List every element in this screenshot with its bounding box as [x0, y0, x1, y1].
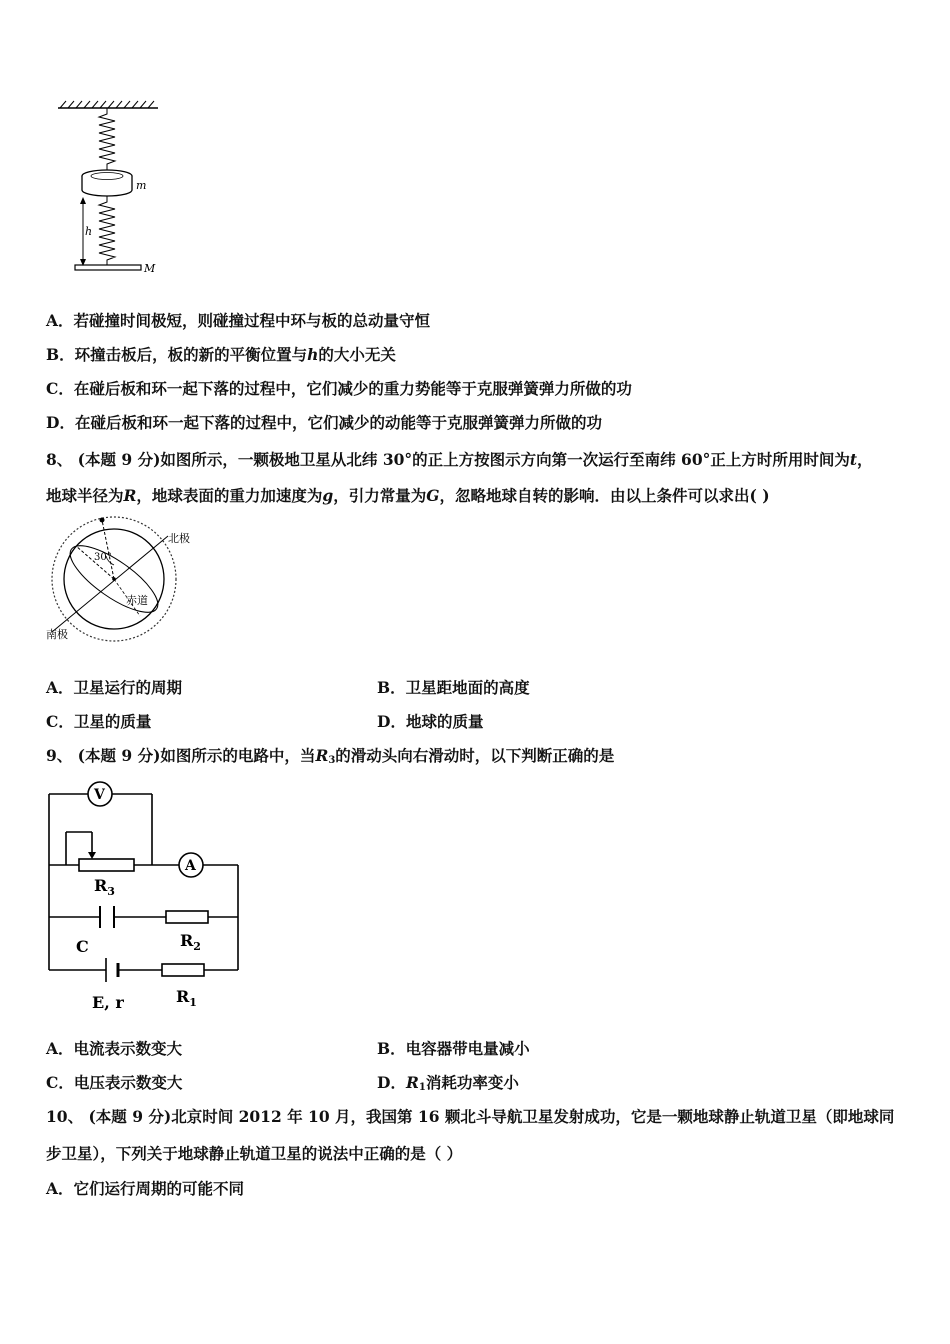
- q8-option-a: A．卫星运行的周期: [46, 678, 183, 697]
- q9-option-d: D．$R_1$消耗功率变小: [377, 1073, 519, 1093]
- spring-ring-plate-figure: [50, 100, 170, 280]
- q7-option-b: B．环撞击板后，板的新的平衡位置与h的大小无关: [46, 345, 396, 364]
- q7-option-c: C．在碰后板和环一起下落的过程中，它们减少的重力势能等于克服弹簧弹力所做的功: [46, 379, 632, 398]
- circuit-figure: [44, 780, 249, 1015]
- label-angle: 30°: [94, 552, 112, 563]
- q10-stem-line2: 步卫星），下列关于地球静止轨道卫星的说法中正确的是（ ）: [46, 1144, 463, 1163]
- q8-option-b: B．卫星距地面的高度: [377, 678, 530, 697]
- q10-option-a: A．它们运行周期的可能不同: [46, 1179, 245, 1198]
- resistor-r3: [79, 859, 134, 871]
- ammeter-label: A: [185, 858, 196, 874]
- label-h: h: [85, 225, 93, 238]
- resistor-r2: [166, 911, 208, 923]
- label-r3: $R_3$: [94, 876, 115, 898]
- satellite-dot: [100, 518, 105, 523]
- label-m: m: [136, 179, 147, 192]
- ring-body: [82, 176, 132, 196]
- lower-spring: [99, 196, 115, 266]
- q8-stem-line1: 8、 (本题 9 分)如图所示，一颗极地卫星从北纬 30°的正上方按图示方向第一次运行至南纬 60°正上方时所用时间为t，: [46, 450, 873, 469]
- q9-option-a: A．电流表示数变大: [46, 1039, 183, 1058]
- q8-option-c: C．卫星的质量: [46, 712, 152, 731]
- q7-option-d: D．在碰后板和环一起下落的过程中，它们减少的动能等于克服弹簧弹力所做的功: [46, 413, 602, 432]
- q10-stem-line1: 10、 (本题 9 分)北京时间 2012 年 10 月，我国第 16 颗北斗导航卫星发射成功，它是一颗地球静止轨道卫星（即地球同: [46, 1107, 895, 1126]
- label-M: M: [144, 262, 156, 275]
- label-r1: $R_1$: [176, 987, 197, 1009]
- q9-stem: 9、 (本题 9 分)如图所示的电路中，当$R_3$的滑动头向右滑动时，以下判断正确的是: [46, 746, 615, 766]
- upper-spring: [99, 108, 115, 170]
- q8-stem-line2: 地球半径为R，地球表面的重力加速度为g，引力常量为G，忽略地球自转的影响．由以上条件可以求出( ): [46, 486, 770, 505]
- label-equator: 赤道: [126, 594, 148, 607]
- label-south-pole: 南极: [46, 628, 68, 641]
- polar-axis: [52, 536, 168, 632]
- label-e-r: E, r: [92, 993, 124, 1012]
- q8-option-d: D．地球的质量: [377, 712, 484, 731]
- ceiling-hatch: [60, 101, 154, 108]
- label-north-pole: 北极: [168, 532, 190, 545]
- voltmeter-label: V: [94, 787, 105, 803]
- q9-option-b: B．电容器带电量减小: [377, 1039, 530, 1058]
- q7-option-a: A．若碰撞时间极短，则碰撞过程中环与板的总动量守恒: [46, 311, 431, 330]
- plate: [75, 265, 141, 270]
- polar-satellite-figure: [44, 514, 204, 644]
- q9-option-c: C．电压表示数变大: [46, 1073, 183, 1092]
- resistor-r1: [162, 964, 204, 976]
- label-c: C: [76, 937, 89, 956]
- label-r2: $R_2$: [180, 931, 201, 953]
